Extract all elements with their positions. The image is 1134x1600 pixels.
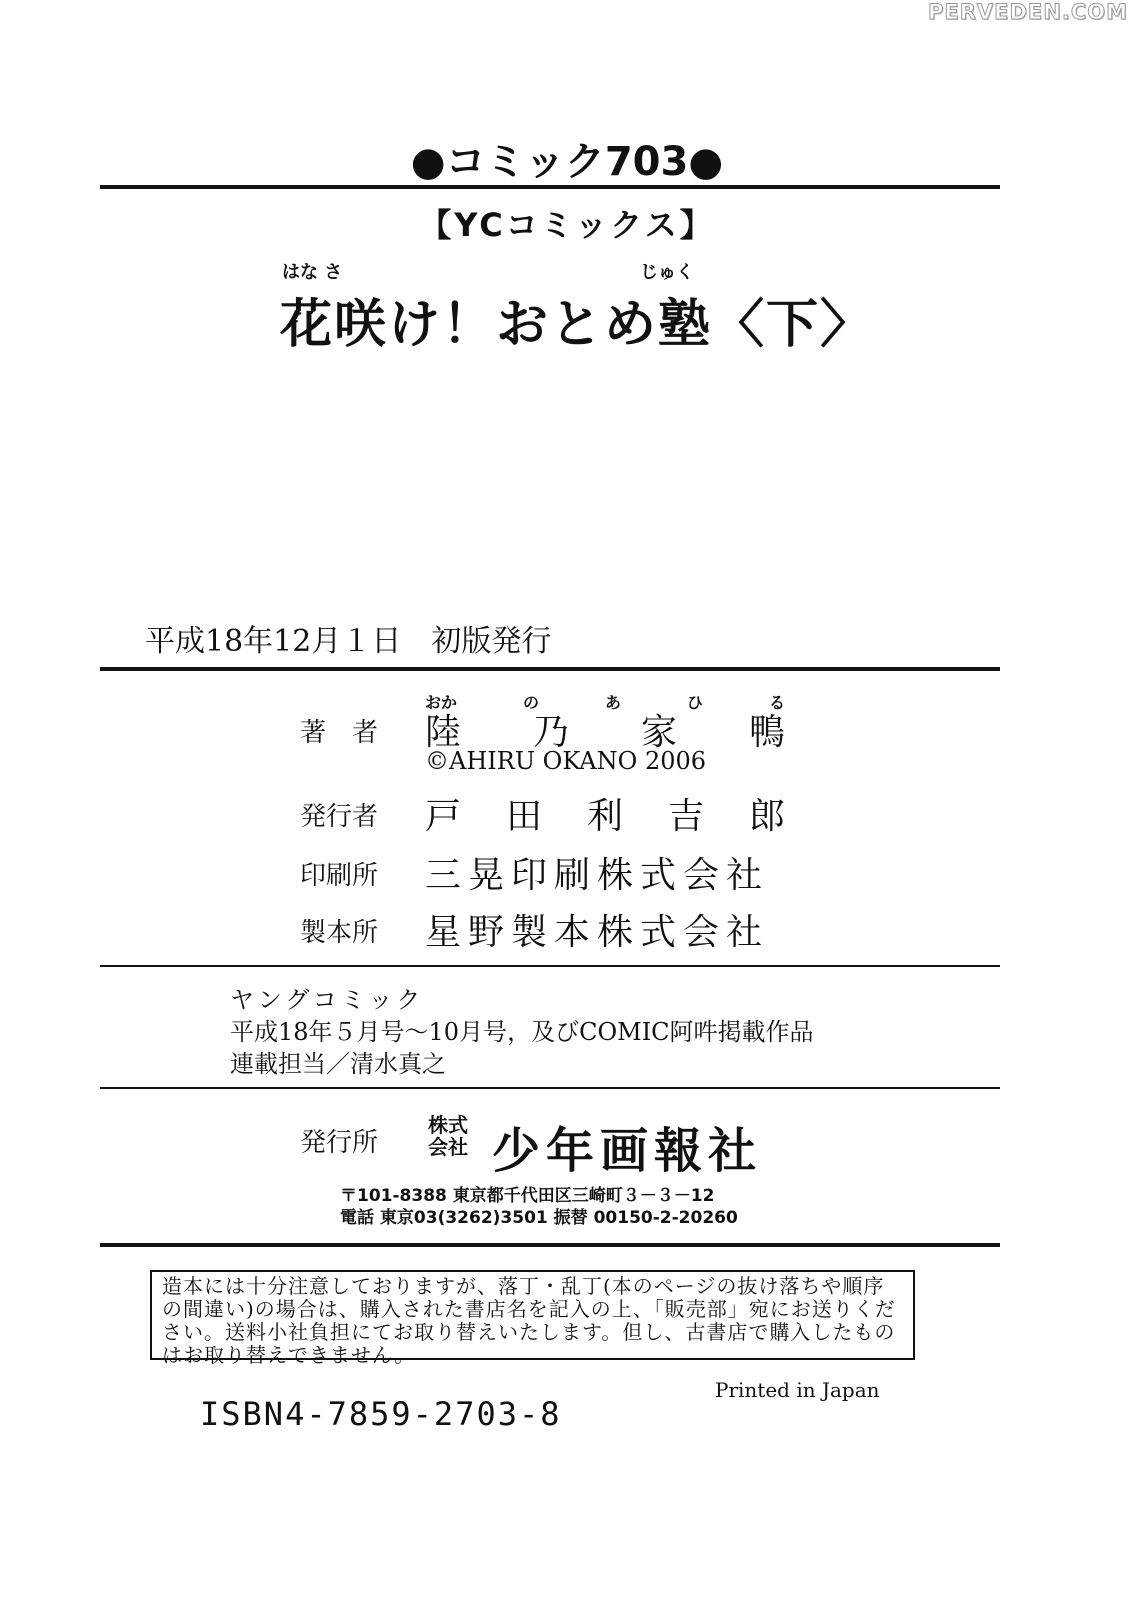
ruby-char: あ [604, 693, 621, 712]
author-char: 家 [640, 712, 677, 753]
divider [100, 185, 1000, 189]
isbn: ISBN4-7859-2703-8 [200, 1395, 562, 1433]
printer-name: 三晃印刷株式会社 [425, 855, 770, 896]
title-ruby-hanasa: はな さ [282, 262, 343, 283]
binder-name: 星野製本株式会社 [425, 912, 770, 953]
publication-date: 平成18年12月１日 初版発行 [145, 624, 552, 659]
ruby-char: ひ [686, 693, 703, 712]
author-char: 乃 [532, 712, 569, 753]
publisher-role: 発行所 [300, 1128, 379, 1158]
publisher-phone: 電話 東京03(3262)3501 振替 00150-2-20260 [340, 1208, 738, 1228]
author-role: 著 者 [300, 718, 379, 748]
name-char: 郎 [748, 796, 785, 837]
name-char: 吉 [667, 796, 704, 837]
notice-box: 造本には十分注意しておりますが、落丁・乱丁(本のページの抜け落ちや順序の間違い)の場合は、購入された書店名を記入の上、「販売部」宛にお送りください。送料小社負担にてお取り替えいたします。但し、古書店で購入したものはお取り替えできません。 [150, 1270, 915, 1360]
title-ruby-juku: じゅく [640, 262, 694, 283]
name-char: 田 [505, 796, 542, 837]
name-char: 戸 [425, 796, 462, 837]
divider [100, 1087, 1000, 1089]
serial-magazine: ヤングコミック [230, 986, 425, 1014]
copyright: ©AHIRU OKANO 2006 [425, 747, 707, 775]
name-char: 利 [586, 796, 623, 837]
publisher-person-name [425, 788, 785, 839]
book-title: 花咲け！おとめ塾〈下〉 [280, 295, 875, 355]
corp-mark: 株式会社 [428, 1113, 468, 1159]
author-char: 鴨 [748, 712, 785, 753]
serial-editor: 連載担当／清水真之 [230, 1050, 446, 1078]
publisher-address: 〒101-8388 東京都千代田区三崎町３－３－12 [340, 1186, 715, 1206]
ruby-char: の [522, 693, 539, 712]
divider [100, 1243, 1000, 1247]
watermark-text: PERVEDEN.COM [928, 0, 1128, 24]
ruby-char: る [768, 693, 785, 712]
author-char: 陸 [425, 712, 462, 753]
publisher-name: 少年画報社 [492, 1123, 763, 1179]
ruby-char: おか [425, 693, 458, 712]
publisher-person-role: 発行者 [300, 802, 379, 832]
serial-issues: 平成18年５月号～10月号，及びCOMIC阿吽掲載作品 [230, 1018, 814, 1046]
divider [100, 965, 1000, 967]
printer-role: 印刷所 [300, 861, 379, 891]
binder-role: 製本所 [300, 918, 379, 948]
imprint-label: 【YCコミックス】 [419, 206, 715, 244]
printed-in: Printed in Japan [715, 1378, 880, 1402]
series-label: ●コミック703● [410, 139, 724, 185]
divider [100, 667, 1000, 671]
